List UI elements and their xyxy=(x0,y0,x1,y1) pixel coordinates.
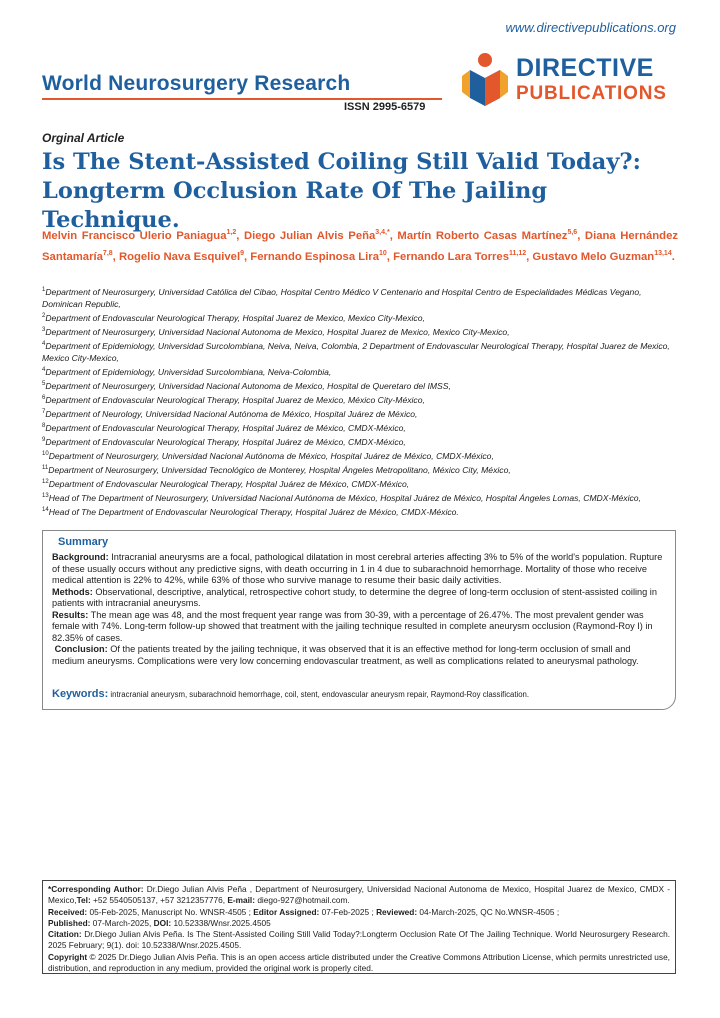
background-label: Background: xyxy=(52,552,109,562)
affiliation-item xyxy=(42,284,678,310)
affiliation-number: 2 xyxy=(42,313,46,320)
tel-label: Tel: xyxy=(76,895,91,906)
published-line xyxy=(48,918,670,929)
affiliation-text: Department of Neurology, Universidad Nacional Autónoma de México, Hospital Juárez de México, xyxy=(45,408,418,419)
doi-link[interactable]: 10.52338/Wnsr.2025.4505 xyxy=(173,917,271,928)
citation xyxy=(48,929,670,952)
received-label: Received: xyxy=(48,906,88,917)
affiliation-text: Department of Endovascular Neurological Therapy, Hospital Juárez de México, CMDX-México, xyxy=(45,422,406,433)
summary-methods xyxy=(52,587,664,610)
corr-label: *Corresponding Author: xyxy=(48,884,144,894)
author-affiliation-marker: 3,4,* xyxy=(375,229,390,236)
affiliation-number: 11 xyxy=(42,464,49,471)
affiliation-number: 10 xyxy=(42,450,49,457)
affiliation-item xyxy=(42,504,678,518)
editor-label: Editor Assigned: xyxy=(253,906,320,917)
affiliation-text: Department of Endovascular Neurological Therapy, Hospital Juarez de Mexico, Mexico City-Mexico, xyxy=(45,312,425,323)
affiliation-number: 1 xyxy=(42,287,46,293)
author-name: Martín Roberto Casas Martínez xyxy=(397,229,568,242)
citation-label: Citation: xyxy=(48,929,82,940)
affiliation-item xyxy=(42,364,678,378)
affiliation-text: Department of Neurosurgery, Universidad Nacional Autónoma de México, Hospital Juárez de México, CMDX-México, xyxy=(48,450,494,461)
affiliation-item xyxy=(42,324,678,338)
email-link[interactable]: diego-927@hotmail.com. xyxy=(257,895,350,906)
editor-text: 07-Feb-2025 ; xyxy=(321,906,374,917)
keywords xyxy=(52,688,668,700)
background-text: Intracranial aneurysms are a focal, pathological dilatation in most cerebral arteries affecting 3% to 5% of the world's population. Rupture of these usually occurs without any predictive signs, with death occurring in 1 in 4 due to subarachnoid hemorrhage. Mortality of those who receive medical attention is 22% to 42%, while 63% of those who survive manage to resume their basic daily activities. xyxy=(52,552,663,585)
affiliation-item xyxy=(42,406,678,420)
affiliation-item xyxy=(42,420,678,434)
publisher-url[interactable]: www.directivepublications.org xyxy=(505,20,676,35)
publisher-logo xyxy=(458,50,678,106)
author-name: Fernando Espinosa Lira xyxy=(250,251,379,264)
affiliation-list xyxy=(42,284,678,517)
author-affiliation-marker: 1,2 xyxy=(226,229,237,236)
logo-text-directive: DIRECTIVE xyxy=(516,54,654,82)
author-name: Melvin Francisco Ulerio Paniagua xyxy=(42,229,227,242)
methods-text: Observational, descriptive, analytical, retrospective cohort study, to determine the degree of long-term occlusion of stent-assisted coiling in patients with intracranial aneurysms. xyxy=(52,586,657,608)
author-name: Gustavo Melo Guzman xyxy=(532,251,655,264)
summary-heading: Summary xyxy=(58,536,109,548)
affiliation-number: 9 xyxy=(42,436,46,443)
affiliation-text: Department of Endovascular Neurological Therapy, Hospital Juarez de Mexico, México City-México, xyxy=(45,394,425,405)
author-list: Melvin Francisco Ulerio Paniagua$^{1,2}$, Diego Julian Alvis Peña$^{3,4,*}$, Martín Roberto Casas Martínez$^{5,6}$, Diana Hernández Santamaría$^{7,8}$, Rogelio Nava Esquivel$^9$, Fernando Espinosa Lira$^{10}$, Fernando Lara Torres$^{11,12}$, Gustavo Melo Guzman$^{13,14}$. xyxy=(42,229,678,264)
author-affiliation-marker: 13,14 xyxy=(654,250,672,258)
affiliation-item xyxy=(42,338,678,364)
affiliation-text: Department of Endovascular Neurological Therapy, Hospital Juárez de México, CMDX-México, xyxy=(48,478,410,489)
summary-results xyxy=(52,610,664,645)
affiliation-number: 4 xyxy=(42,340,46,347)
corr-text: Dr.Diego Julian Alvis Peña , Department of Neurosurgery, Universidad Nacional Autonoma de Mexico, Hospital Juarez de Mexico, CMDX -Mexico, xyxy=(48,884,670,906)
affiliation-item xyxy=(42,392,678,406)
publisher-logo-icon xyxy=(458,50,510,106)
affiliation-number: 14 xyxy=(42,506,49,513)
citation-text: Dr.Diego Julian Alvis Peña. Is The Stent-Assisted Coiling Still Valid Today?:Longterm Occlusion Rate Of The Jailing Technique. World Neurosurgery Research. 2025 February; 9(1). doi: 10.52338/Wnsr.2025.4505. xyxy=(48,929,670,951)
affiliation-item xyxy=(42,448,678,462)
author-affiliation-marker: 9 xyxy=(240,250,245,258)
methods-label: Methods: xyxy=(52,586,93,597)
summary-conclusion xyxy=(52,644,664,667)
affiliation-text: Department of Epidemiology, Universidad Surcolombiana, Neiva-Colombia, xyxy=(45,366,332,377)
reviewed-label: Reviewed: xyxy=(376,906,418,917)
affiliation-text: Department of Epidemiology, Universidad Surcolombiana, Neiva, Neiva, Colombia, 2 Department of Endovascular Neurological Therapy, Hospital Juarez de Mexico, Mexico City-Mexico, xyxy=(42,340,670,363)
results-label: Results: xyxy=(52,609,89,620)
author-affiliation-marker: 11,12 xyxy=(509,250,527,258)
article-title: Is The Stent-Assisted Coiling Still Valid Today?: Longterm Occlusion Rate Of The Jailing Technique. xyxy=(42,149,641,233)
corresponding-author xyxy=(48,884,670,907)
affiliation-number: 13 xyxy=(42,492,49,499)
received-text: 05-Feb-2025, Manuscript No. WNSR-4505 ; xyxy=(89,906,251,917)
results-text: The mean age was 48, and the most frequent year range was from 30-39, with a percentage of 26.47%. The most prevalent gender was female with 74%. Long-term follow-up showed that treatment with the jailing technique resulted in complete aneurysm occlusion (Raymond-Roy I) in 82.35% of cases. xyxy=(52,609,653,643)
affiliation-item xyxy=(42,462,678,476)
summary-background xyxy=(52,552,664,587)
author-affiliation-marker: 5,6 xyxy=(567,229,578,236)
author-affiliation-marker: 7,8 xyxy=(102,250,113,258)
author-name: Rogelio Nava Esquivel xyxy=(118,251,241,264)
conclusion-text: Of the patients treated by the jailing technique, it was observed that it is an effective method for long-term occlusion of small and medium aneurysms. Complications were very low concerning endovascular treatment, as well as complications related to aneurysmal pathology. xyxy=(52,644,639,666)
email-label: E-mail: xyxy=(227,895,255,906)
affiliation-number: 7 xyxy=(42,408,46,415)
journal-title: World Neurosurgery Research xyxy=(42,72,351,95)
affiliation-item xyxy=(42,476,678,490)
keywords-text: intracranial aneurysm, subarachnoid hemorrhage, coil, stent, endovascular aneurysm repair, Raymond-Roy classification. xyxy=(110,690,530,699)
affiliation-number: 6 xyxy=(42,394,46,401)
copyright-text: © 2025 Dr.Diego Julian Alvis Peña. This is an open access article distributed under the Creative Commons Attribution License, which permits unrestricted use, distribution, and reproduction in any medium, provided the original work is properly cited. xyxy=(48,951,670,974)
author-name: Diana Hernández Santamaría xyxy=(42,229,678,264)
affiliation-text: Department of Neurosurgery, Universidad Católica del Cibao, Hospital Centro Médico V Centenario and Hospital Centro de Especialidades Médicas Vegano, Dominican Republic, xyxy=(42,286,642,309)
author-affiliation-marker: 10 xyxy=(378,250,387,258)
copyright xyxy=(48,952,670,975)
affiliation-text: Department of Neurosurgery, Universidad Nacional Autonoma de Mexico, Hospital de Queretaro del IMSS, xyxy=(45,380,451,391)
doi-label: DOI: xyxy=(153,917,172,928)
published-text: 07-March-2025, xyxy=(92,917,152,928)
tel-text: +52 5540505137, +57 3212357776, xyxy=(93,895,226,906)
logo-text-publications: PUBLICATIONS xyxy=(516,83,667,104)
affiliation-item xyxy=(42,434,678,448)
affiliation-text: Head of The Department of Endovascular Neurological Therapy, Hospital Juárez de México, CMDX-México. xyxy=(48,506,459,517)
affiliation-number: 5 xyxy=(42,380,46,387)
author-name: Diego Julian Alvis Peña xyxy=(243,229,376,242)
affiliation-number: 4 xyxy=(42,367,46,373)
affiliation-text: Head of The Department of Neurosurgery, Universidad Nacional Autónoma de México, Hospital Juárez de México, Hospital Ángeles Lomas, CMDX-México, xyxy=(48,492,641,503)
author-name: Fernando Lara Torres xyxy=(393,251,509,264)
dates-line xyxy=(48,907,670,918)
affiliation-text: Department of Endovascular Neurological Therapy, Hospital Juárez de México, CMDX-México, xyxy=(45,436,406,447)
affiliation-item xyxy=(42,310,678,324)
affiliation-number: 3 xyxy=(42,327,46,333)
affiliation-text: Department of Neurosurgery, Universidad Tecnológico de Monterey, Hospital Ángeles Metropolitano, México City, México, xyxy=(48,464,511,475)
keywords-label: Keywords: xyxy=(52,688,109,700)
article-type: Orginal Article xyxy=(42,131,125,145)
affiliation-item xyxy=(42,378,678,392)
affiliation-item xyxy=(42,490,678,504)
issn: ISSN 2995-6579 xyxy=(344,101,426,113)
affiliation-number: 8 xyxy=(42,422,46,429)
reviewed-text: 04-March-2025, QC No.WNSR-4505 ; xyxy=(419,906,560,917)
conclusion-label: Conclusion: xyxy=(54,644,108,654)
journal-rule xyxy=(42,98,442,100)
affiliation-text: Department of Neurosurgery, Universidad Nacional Autonoma de Mexico, Hospital Juarez de Mexico, Mexico City-Mexico, xyxy=(45,326,510,337)
article-footer xyxy=(48,884,670,974)
published-label: Published: xyxy=(48,917,91,928)
copyright-label: Copyright xyxy=(48,951,88,962)
summary-body xyxy=(52,552,664,667)
affiliation-number: 12 xyxy=(42,478,49,485)
